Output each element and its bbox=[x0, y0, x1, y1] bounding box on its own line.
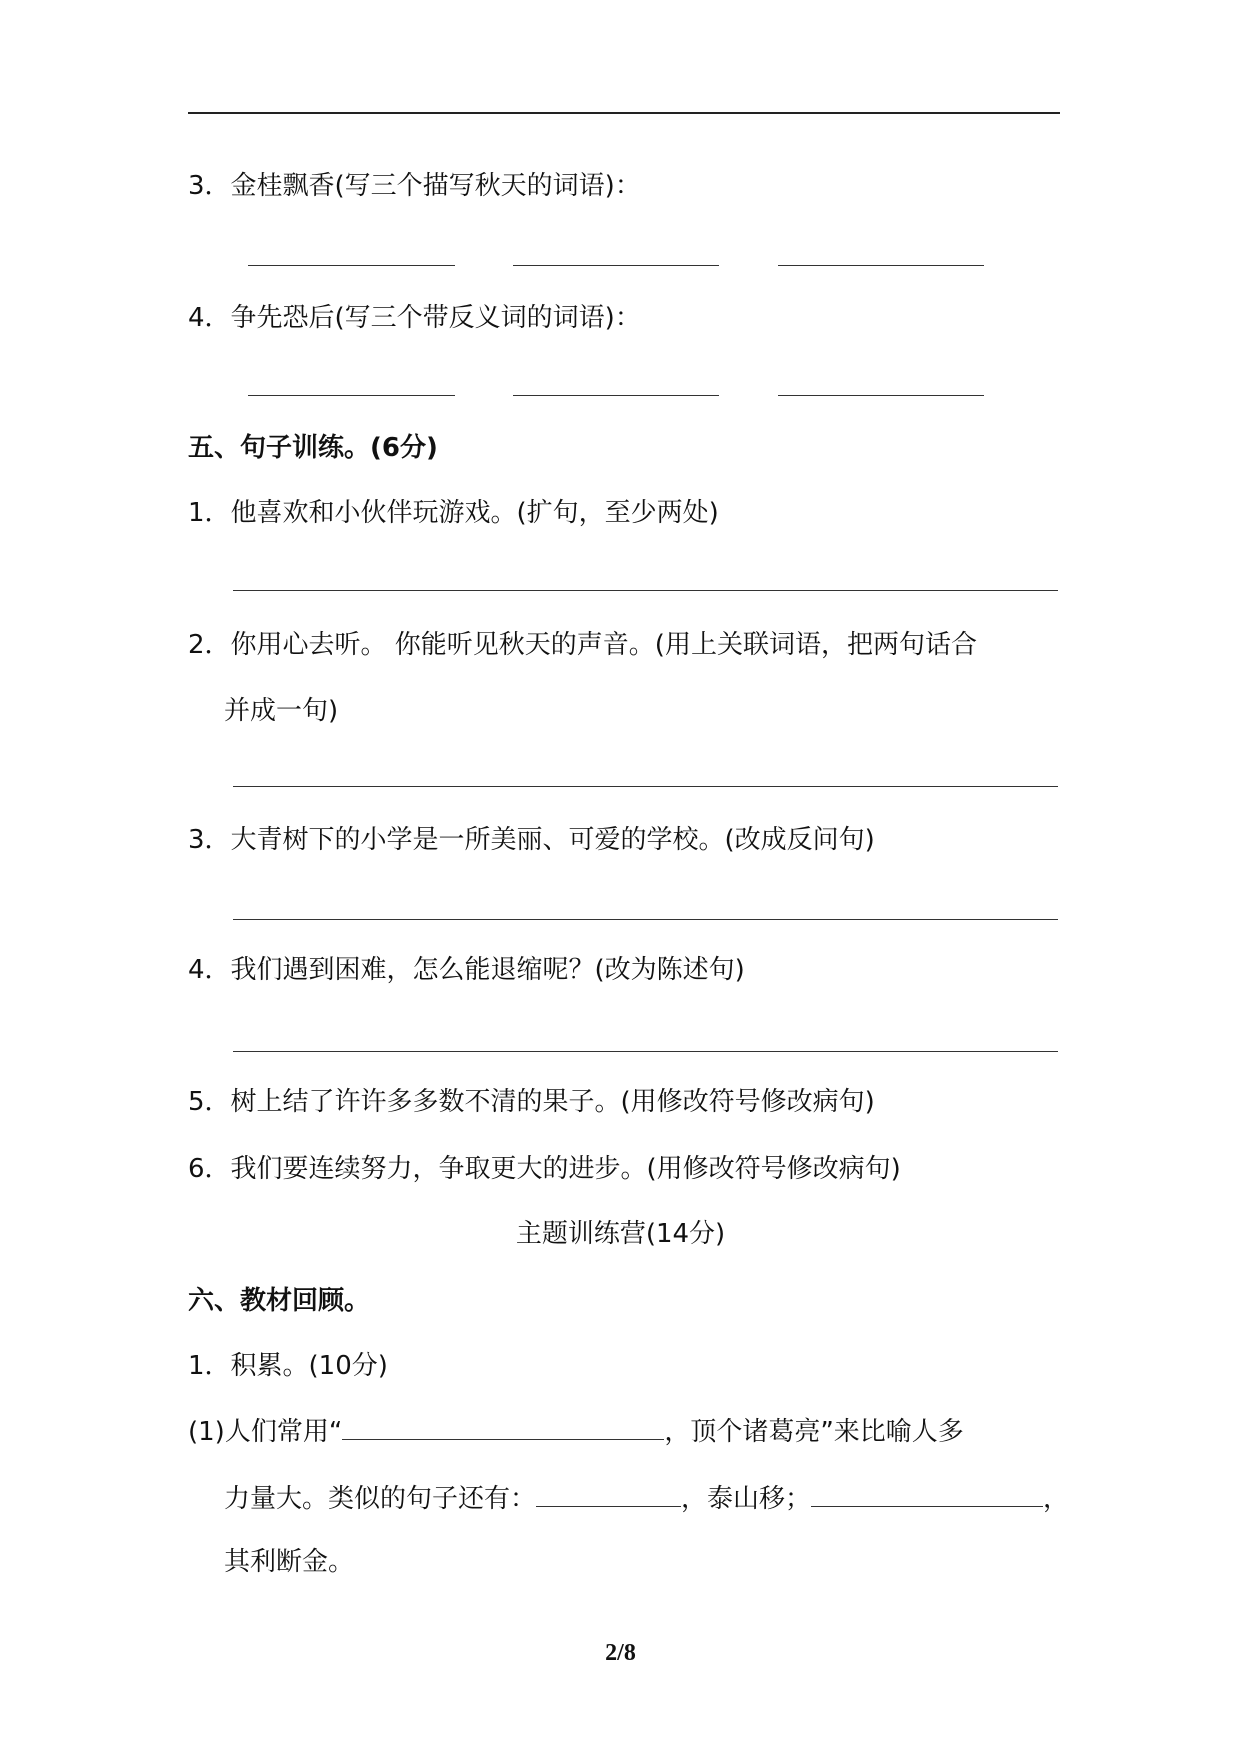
answer-line[interactable] bbox=[233, 919, 1058, 920]
section-6-title: 六、教材回顾。 bbox=[188, 1286, 371, 1316]
sub-question-1: 1．积累。(10分) bbox=[188, 1351, 388, 1381]
sentence-item-6: 6．我们要连续努力，争取更大的进步。(用修改符号修改病句) bbox=[188, 1154, 901, 1184]
fill-blank[interactable] bbox=[342, 1413, 664, 1440]
text: ， bbox=[1043, 1484, 1070, 1514]
answer-line[interactable] bbox=[233, 786, 1058, 787]
question-item-3: 3．金桂飘香(写三个描写秋天的词语)： bbox=[188, 171, 641, 201]
sentence-item-2-cont: 并成一句) bbox=[224, 696, 339, 726]
answer-line[interactable] bbox=[233, 590, 1058, 591]
section-5-title: 五、句子训练。(6分) bbox=[188, 433, 438, 463]
answer-blank[interactable] bbox=[513, 395, 719, 396]
answer-blank[interactable] bbox=[513, 265, 719, 266]
answer-line[interactable] bbox=[188, 112, 1060, 114]
theme-heading: 主题训练营(14分) bbox=[515, 1219, 726, 1249]
fill-blank[interactable] bbox=[536, 1480, 681, 1507]
fill-line-2 bbox=[224, 1480, 1069, 1516]
sentence-item-2: 2．你用心去听。 你能听见秋天的声音。(用上关联词语，把两句话合 bbox=[188, 630, 977, 660]
text: 力量大。类似的句子还有： bbox=[224, 1484, 537, 1514]
fill-blank[interactable] bbox=[811, 1480, 1043, 1507]
sentence-item-5: 5．树上结了许许多多数不清的果子。(用修改符号修改病句) bbox=[188, 1087, 875, 1117]
sentence-item-3: 3．大青树下的小学是一所美丽、可爱的学校。(改成反问句) bbox=[188, 825, 875, 855]
fill-line-3: 其利断金。 bbox=[224, 1547, 355, 1577]
text: (1)人们常用“ bbox=[188, 1417, 343, 1447]
text: ，泰山移； bbox=[681, 1484, 812, 1514]
answer-blank[interactable] bbox=[778, 395, 984, 396]
page-number: 2/8 bbox=[605, 1640, 636, 1666]
sentence-item-1: 1．他喜欢和小伙伴玩游戏。(扩句，至少两处) bbox=[188, 498, 719, 528]
answer-blank[interactable] bbox=[778, 265, 984, 266]
text: ，顶个诸葛亮”来比喻人多 bbox=[664, 1417, 964, 1447]
answer-blank[interactable] bbox=[248, 265, 455, 266]
fill-line-1 bbox=[188, 1413, 964, 1449]
sentence-item-4: 4．我们遇到困难，怎么能退缩呢？(改为陈述句) bbox=[188, 955, 745, 985]
answer-blank[interactable] bbox=[248, 395, 455, 396]
question-item-4: 4．争先恐后(写三个带反义词的词语)： bbox=[188, 303, 641, 333]
answer-line[interactable] bbox=[233, 1051, 1058, 1052]
